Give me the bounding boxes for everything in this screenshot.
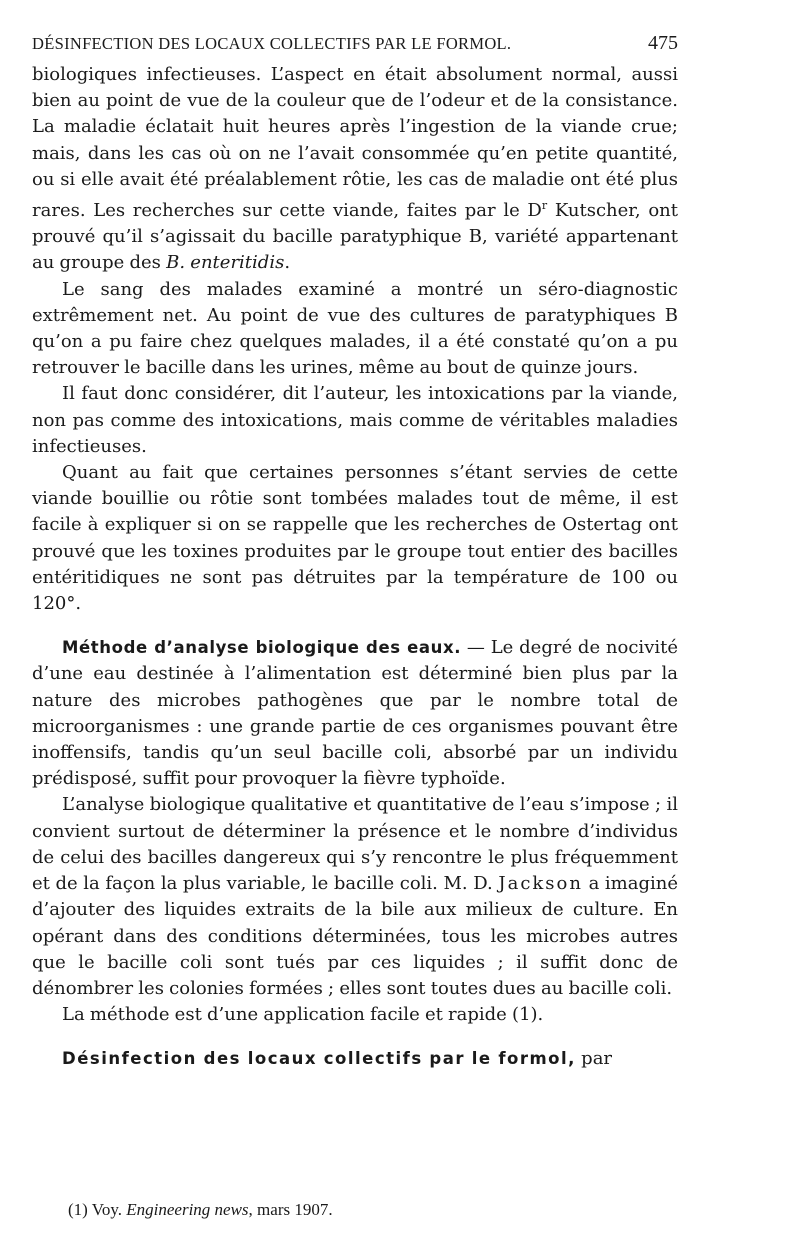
paragraph: Le sang des malades examiné a montré un séro-diagnostic extrêmement net. Au point de vue des cultures de paratyphiques B qu’on a pu faire chez quelques malades, il a été constaté qu’on a pu retrouver le bacille dans les urines, même au bout de quinze jours. xyxy=(32,278,678,379)
page-number: 475 xyxy=(648,32,678,54)
footnote: (1) Voy. Engineering news, mars 1907. xyxy=(68,1200,333,1219)
author-name: Jackson xyxy=(498,873,583,895)
paragraph: Il faut donc considérer, dit l’auteur, les intoxications par la viande, non pas comme des intoxications, mais comme de véritables maladies infectieuses. xyxy=(32,383,678,457)
paragraph: biologiques infectieuses. L’aspect en était absolument normal, aussi bien au point de vue de la couleur que de l’odeur et de la consistance. La maladie éclatait huit heures après l’ingestion de la viande crue; mais, dans les cas où on ne l’avait consommée qu’en petite quantité, ou si elle avait été préalablement rôtie, les cas de maladie ont été plus rares. Les recherches sur cette viande, faites par le $D^r$ Kutscher, ont prouvé qu’il s’agissait du bacille paratyphique B, variété appartenant au groupe des B. enteritidis. xyxy=(32,64,678,274)
running-title: DÉSINFECTION DES LOCAUX COLLECTIFS PAR LE FORMOL. xyxy=(32,34,512,53)
paragraph: Quant au fait que certaines personnes s’étant servies de cette viande bouillie ou rôtie sont tombées malades tout de même, il est facile à expliquer si on se rappelle que les recherches de Ostertag ont prouvé que les toxines produites par le groupe tout entier des bacilles entéritidiques ne sont pas détruites par la température de 100 ou 120°. xyxy=(32,462,678,615)
document-page xyxy=(32,32,678,1073)
paragraph: La méthode est d’une application facile et rapide (1). xyxy=(62,1004,544,1026)
section-paragraph: Méthode d’analyse biologique des eaux. — Le degré de nocivité d’une eau destinée à l’alimentation est déterminé bien plus par la nature des microbes pathogènes que par le nombre total de microorganismes : une grande partie de ces organismes pouvant être inoffensifs, tandis qu’un seul bacille coli, absorbé par un individu prédisposé, suffit pour provoquer la fièvre typhoïde. xyxy=(32,637,679,790)
section-paragraph: Désinfection des locaux collectifs par le formol, par xyxy=(62,1048,613,1070)
running-header xyxy=(32,32,678,62)
section-heading: Désinfection des locaux collectifs par le formol, xyxy=(62,1049,576,1069)
section-heading: Méthode d’analyse biologique des eaux. xyxy=(62,638,462,658)
paragraph: L’analyse biologique qualitative et quantitative de l’eau s’impose ; il convient surtout de déterminer la présence et le nombre d’individus de celui des bacilles dangereux qui s’y rencontre le plus fréquemment et de la façon la plus variable, le bacille coli. M. D. Jackson a imaginé d’ajouter des liquides extraits de la bile aux milieux de culture. En opérant dans des conditions déterminées, tous les microbes autres que le bacille coli sont tués par ces liquides ; il suffit donc de dénombrer les colonies formées ; elles sont toutes dues au bacille coli. xyxy=(32,794,678,999)
body-text xyxy=(32,62,678,1073)
